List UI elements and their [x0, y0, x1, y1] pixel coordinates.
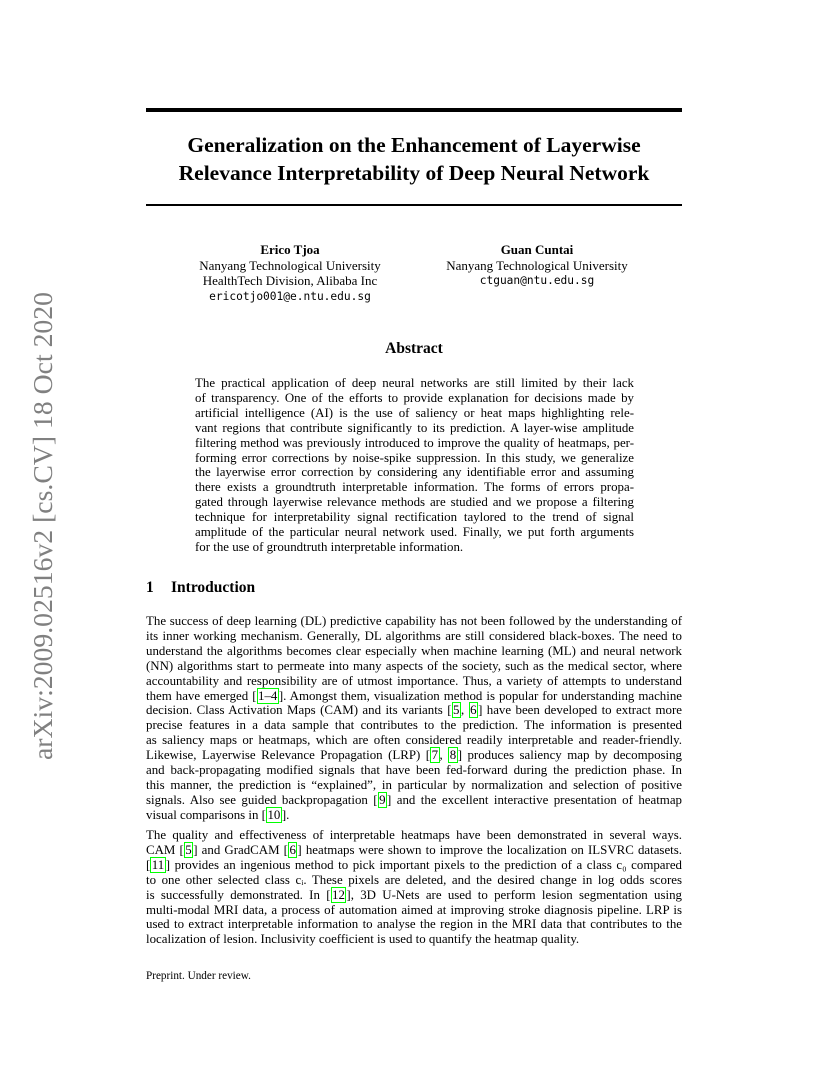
- author-affiliation: Nanyang Technological University: [199, 257, 381, 273]
- text-line: amplitude of the particular neural network used. Finally, we put forth arguments: [195, 525, 634, 540]
- text-line: accountability and responsibility are of utmost importance. Thus, a variety of attempts to understand: [146, 673, 682, 688]
- text-line: [146, 888, 682, 903]
- citation-link[interactable]: 6: [470, 703, 477, 718]
- text-run: Likewise, Layerwise Relevance Propagation (LRP) [: [146, 748, 431, 763]
- text-line: of transparency. One of the efforts to provide explanation for decisions made by: [195, 390, 634, 405]
- text-run: ] produces saliency map by decomposing: [457, 748, 683, 763]
- text-run: visual comparisons in [: [146, 807, 266, 822]
- text-run: ].: [281, 807, 290, 822]
- author-affiliation: HealthTech Division, Alibaba Inc: [202, 273, 378, 288]
- text-run: ] and the excellent interactive presentation of heatmap: [387, 792, 682, 807]
- text-line: localization of lesion. Inclusivity coefficient is used to quantify the heatmap quality.: [146, 932, 580, 947]
- paper-title-line-2: Relevance Interpretability of Deep Neural Network: [178, 161, 650, 185]
- text-line: gated through layerwise relevance methods are studied and we propose a filtering: [195, 495, 634, 510]
- section-heading: [146, 579, 255, 597]
- text-run: ] and GradCAM [: [193, 842, 288, 857]
- text-line: this manner, the prediction is “explained”, in particular by normalization and selection of positive: [146, 777, 682, 792]
- text-run: ] provides an ingenious method to pick important pixels to the prediction of a class c₀ compared: [165, 857, 682, 872]
- text-line: [146, 843, 682, 858]
- text-line: for the use of groundtruth interpretable information.: [195, 539, 464, 554]
- citation-link[interactable]: 7: [431, 748, 439, 763]
- footer-note: Preprint. Under review.: [146, 970, 251, 982]
- paper-title: [146, 131, 682, 187]
- author-name: Erico Tjoa: [260, 242, 320, 257]
- text-line: filtering method was previously introduced to improve the quality of heatmaps, per-: [195, 435, 634, 450]
- author-email: ctguan@ntu.edu.sg: [479, 274, 595, 287]
- text-run: signals. Also see guided backpropagation [: [146, 792, 378, 807]
- text-line: its inner working mechanism. Generally, DL algorithms are still considered black-boxes. The need to: [146, 628, 682, 643]
- text-run: them have emerged [: [146, 688, 257, 703]
- text-run: ,: [460, 703, 469, 718]
- citation-link[interactable]: 9: [379, 792, 386, 807]
- text-line: [146, 689, 682, 704]
- text-line: [146, 858, 682, 873]
- citation-link[interactable]: 5: [185, 842, 192, 857]
- text-line: to one other selected class cᵢ. These pixels are deleted, and the desired change in log odds scores: [146, 872, 682, 887]
- author-block-1: [160, 242, 420, 304]
- text-run: ]. Amongst them, visualization method is popular for understanding machine: [278, 688, 682, 703]
- abstract-heading: Abstract: [385, 340, 443, 357]
- text-line: technique for interpretability signal rectification taylored to the trend of signal: [195, 510, 634, 525]
- citation-link[interactable]: 8: [449, 748, 457, 763]
- text-line: [146, 808, 682, 823]
- text-line: artificial intelligence (AI) is the use of saliency or heat maps highlighting rele-: [195, 405, 634, 420]
- text-line: [146, 793, 682, 808]
- section-number: 1: [146, 579, 154, 596]
- text-line: (NN) algorithms start to permeate into many aspects of the society, such as the medical sector, where: [146, 658, 682, 673]
- text-line: [146, 748, 682, 763]
- text-run: decision. Class Activation Maps (CAM) and its variants [: [146, 703, 452, 718]
- text-run: CAM [: [146, 842, 184, 857]
- author-name: Guan Cuntai: [500, 242, 574, 257]
- text-line: used to extract interpretable information to analyse the region in the MRI data that contributes to the: [146, 917, 682, 932]
- arxiv-stamp[interactable]: [18, 290, 58, 760]
- text-line: The quality and effectiveness of interpretable heatmaps have been demonstrated in several ways.: [146, 828, 682, 842]
- paper-title-line-1: Generalization on the Enhancement of Layerwise: [187, 133, 641, 157]
- text-line: vant regions that contribute significantly to its prediction. A layer-wise amplitude: [195, 420, 634, 435]
- author-block-2: [412, 242, 662, 289]
- text-run: is successfully demonstrated. In [: [146, 887, 331, 902]
- text-line: [146, 703, 682, 718]
- section-title: Introduction: [171, 579, 256, 596]
- text-line: The practical application of deep neural networks are still limited by their lack: [195, 376, 634, 390]
- title-bottom-rule: [146, 204, 682, 206]
- title-top-rule: [146, 108, 682, 112]
- text-line: and back-propagating modified signals that have been fed-forward during the prediction phase. In: [146, 763, 682, 778]
- text-line: precise features in a data sample that contributes to the prediction. The information is presented: [146, 718, 682, 733]
- text-line: the layerwise error correction by considering any identifiable error and assuming: [195, 465, 634, 480]
- citation-link[interactable]: 6: [289, 842, 296, 857]
- introduction-paragraph-1: [146, 614, 682, 823]
- abstract-body: [195, 376, 634, 555]
- text-line: as saliency maps or heatmaps, which are often considered readily interpretable and reader-friendly.: [146, 733, 682, 748]
- text-line: The success of deep learning (DL) predictive capability has not been followed by the understanding of: [146, 614, 682, 628]
- citation-link[interactable]: 1–4: [258, 688, 278, 703]
- citation-link[interactable]: 11: [151, 857, 165, 872]
- text-line: there exists a groundtruth interpretable information. The forms of errors propa-: [195, 480, 634, 495]
- arxiv-stamp-text: arXiv:2009.02516v2 [cs.CV] 18 Oct 2020: [27, 295, 58, 760]
- text-run: [: [146, 857, 151, 872]
- author-email: ericotjo001@e.ntu.edu.sg: [209, 289, 371, 303]
- text-run: ,: [439, 748, 449, 763]
- text-line: forming error corrections by noise-spike suppression. In this study, we generalize: [195, 450, 634, 465]
- text-run: ], 3D U-Nets are used to perform lesion segmentation using: [346, 887, 682, 902]
- author-affiliation: Nanyang Technological University: [446, 257, 628, 273]
- introduction-paragraph-2: [146, 828, 682, 947]
- text-line: multi-modal MRI data, a process of automation aimed at improving stroke diagnosis pipeline. LRP is: [146, 902, 682, 917]
- arxiv-stamp-graphic: [18, 290, 58, 760]
- text-run: ] heatmaps were shown to improve the localization on ILSVRC datasets.: [297, 842, 682, 857]
- text-line: understand the algorithms becomes clear especially when machine learning (ML) and neural network: [146, 643, 682, 658]
- citation-link[interactable]: 12: [332, 887, 345, 902]
- citation-link[interactable]: 10: [267, 807, 281, 822]
- citation-link[interactable]: 5: [453, 703, 460, 718]
- text-run: ] have been developed to extract more: [478, 703, 682, 718]
